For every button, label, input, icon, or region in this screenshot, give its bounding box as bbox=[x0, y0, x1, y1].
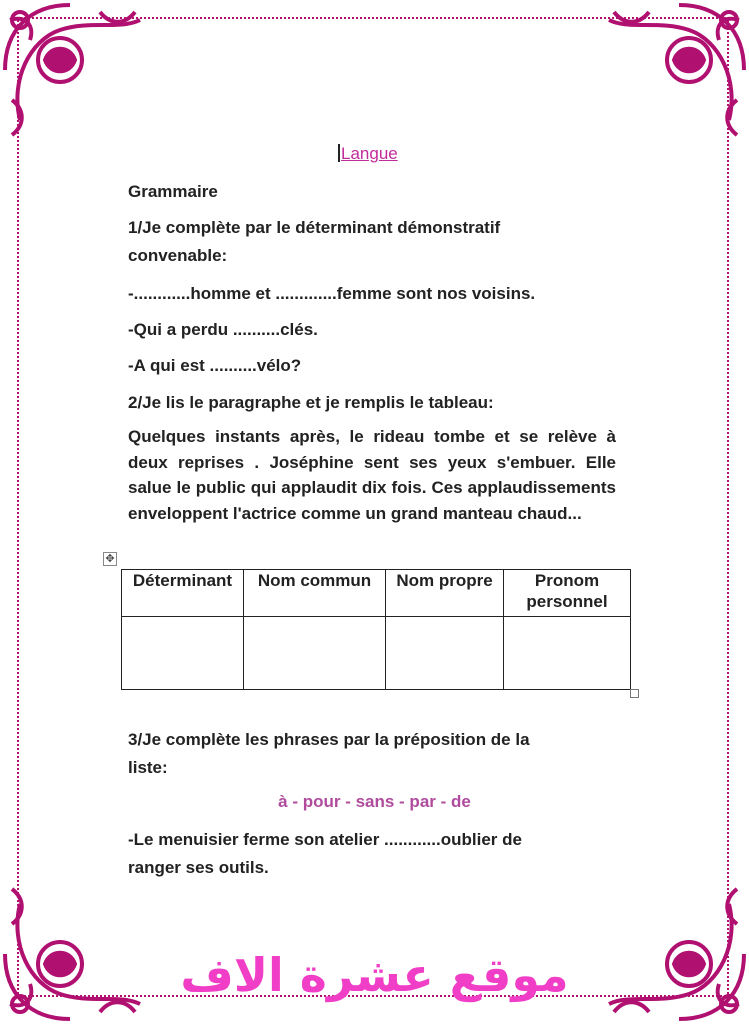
page-title: Langue bbox=[338, 144, 398, 164]
q3-instruction-line2: liste: bbox=[128, 758, 168, 777]
ornament-corner-top-right bbox=[599, 0, 749, 150]
table-move-handle-icon[interactable]: ✥ bbox=[103, 552, 117, 566]
site-watermark: موقع عشرة الاف bbox=[180, 948, 569, 1002]
q1-item: -A qui est ..........vélo? bbox=[128, 356, 302, 375]
table-header-determinant: Déterminant bbox=[122, 570, 244, 617]
q3-sentence-line2: ranger ses outils. bbox=[128, 858, 269, 877]
q1-instruction-line1: 1/Je complète par le déterminant démonstratif bbox=[128, 218, 501, 237]
q1-item: -............homme et .............femme sont nos voisins. bbox=[128, 284, 536, 303]
q1-instruction-line2: convenable: bbox=[128, 246, 228, 265]
q2-instruction: 2/Je lis le paragraphe et je remplis le tableau: bbox=[128, 393, 494, 412]
section-heading: Grammaire bbox=[128, 182, 218, 201]
table-header-nom-commun: Nom commun bbox=[244, 570, 386, 617]
q3-sentence-line1: -Le menuisier ferme son atelier ............oublier de bbox=[128, 830, 522, 849]
table-header-pronom-personnel: Pronom personnel bbox=[504, 570, 631, 617]
q3-instruction-line1: 3/Je complète les phrases par la préposition de la bbox=[128, 730, 530, 749]
table-cell[interactable] bbox=[244, 617, 386, 690]
answer-table bbox=[121, 569, 631, 690]
text-cursor bbox=[338, 144, 340, 162]
reading-paragraph: Quelques instants après, le rideau tombe et se relève à deux reprises . Joséphine sent ses yeux s'embuer. Elle salue le public qui applaudit dix fois. Ces applaudissements enveloppent l'actrice comme un grand manteau chaud... bbox=[128, 427, 616, 523]
q1-item: -Qui a perdu ..........clés. bbox=[128, 320, 318, 339]
ornament-corner-top-left bbox=[0, 0, 150, 150]
table-resize-handle[interactable] bbox=[630, 689, 639, 698]
preposition-list: à - pour - sans - par - de bbox=[278, 792, 471, 811]
table-header-nom-propre: Nom propre bbox=[386, 570, 504, 617]
table-cell[interactable] bbox=[504, 617, 631, 690]
table-cell[interactable] bbox=[386, 617, 504, 690]
table-cell[interactable] bbox=[122, 617, 244, 690]
